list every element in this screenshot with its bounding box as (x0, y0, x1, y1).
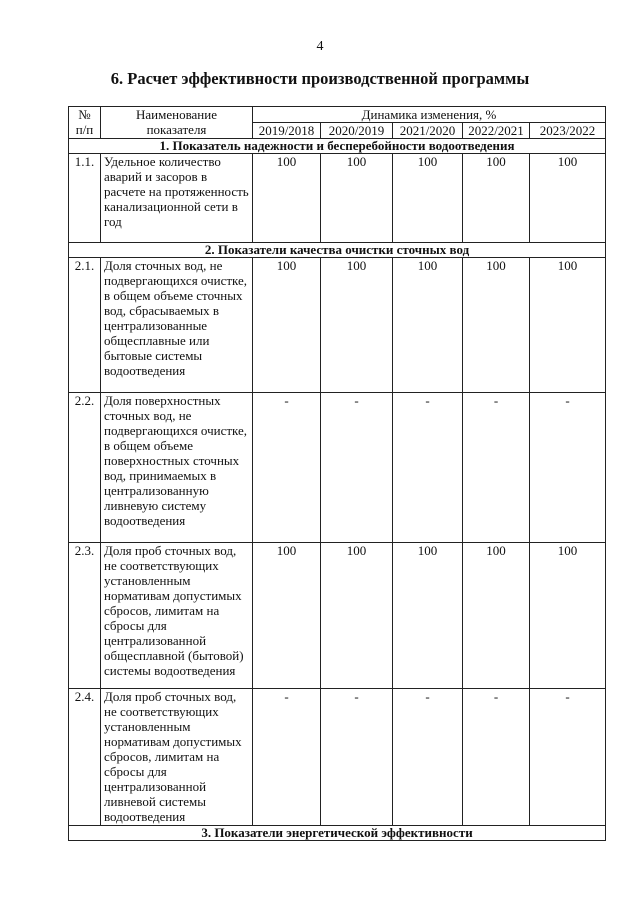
value-cell: - (321, 393, 393, 543)
value-cell: 100 (463, 543, 530, 689)
indicator-name: Удельное количество аварий и засоров в расчете на протяженность канализационной сети в год (101, 154, 253, 243)
efficiency-table (68, 106, 606, 841)
row-number: 2.1. (69, 258, 101, 393)
row-number: 2.2. (69, 393, 101, 543)
row-number: 2.3. (69, 543, 101, 689)
col-header-number: № п/п (69, 107, 101, 139)
year-header: 2020/2019 (321, 123, 393, 139)
value-cell: 100 (253, 258, 321, 393)
value-cell: 100 (530, 154, 606, 243)
year-header: 2023/2022 (530, 123, 606, 139)
indicator-name: Доля проб сточных вод, не соответствующих установленным нормативам допустимых сбросов, лимитам на сбросы для централизованной общесплавной (бытовой) системы водоотведения (101, 543, 253, 689)
col-header-dynamics: Динамика изменения, % (253, 107, 606, 123)
section-title: 1. Показатель надежности и бесперебойности водоотведения (69, 139, 606, 154)
value-cell: - (393, 689, 463, 826)
value-cell: - (253, 393, 321, 543)
row-number: 1.1. (69, 154, 101, 243)
value-cell: - (463, 393, 530, 543)
page-number: 4 (316, 39, 324, 54)
value-cell: 100 (253, 154, 321, 243)
table-row (69, 154, 606, 243)
value-cell: 100 (393, 154, 463, 243)
header-row-1 (69, 107, 606, 123)
value-cell: - (253, 689, 321, 826)
indicator-name: Доля сточных вод, не подвергающихся очистке, в общем объеме сточных вод, сбрасываемых в централизованные общесплавные или бытовые системы водоотведения (101, 258, 253, 393)
value-cell: - (321, 689, 393, 826)
value-cell: - (530, 393, 606, 543)
section-row (69, 826, 606, 841)
value-cell: 100 (253, 543, 321, 689)
row-number: 2.4. (69, 689, 101, 826)
table-row (69, 543, 606, 689)
value-cell: - (530, 689, 606, 826)
section-row (69, 139, 606, 154)
value-cell: - (463, 689, 530, 826)
section-row (69, 243, 606, 258)
value-cell: 100 (530, 543, 606, 689)
value-cell: 100 (321, 258, 393, 393)
indicator-name: Доля проб сточных вод, не соответствующих установленным нормативам допустимых сбросов, лимитам на сбросы для централизованной ливневой системы водоотведения (101, 689, 253, 826)
section-heading: 6. Расчет эффективности производственной программы (110, 69, 530, 88)
year-header: 2021/2020 (393, 123, 463, 139)
table-row (69, 393, 606, 543)
value-cell: 100 (321, 543, 393, 689)
table-row (69, 258, 606, 393)
year-header: 2019/2018 (253, 123, 321, 139)
section-title: 3. Показатели энергетической эффективности (69, 826, 606, 841)
value-cell: 100 (321, 154, 393, 243)
section-title: 2. Показатели качества очистки сточных вод (69, 243, 606, 258)
value-cell: 100 (530, 258, 606, 393)
value-cell: 100 (393, 543, 463, 689)
value-cell: 100 (393, 258, 463, 393)
table-row (69, 689, 606, 826)
col-header-name: Наименование показателя (101, 107, 253, 139)
indicator-name: Доля поверхностных сточных вод, не подвергающихся очистке, в общем объеме поверхностных сточных вод, принимаемых в централизованную ливневую систему водоотведения (101, 393, 253, 543)
year-header: 2022/2021 (463, 123, 530, 139)
value-cell: 100 (463, 154, 530, 243)
value-cell: 100 (463, 258, 530, 393)
value-cell: - (393, 393, 463, 543)
